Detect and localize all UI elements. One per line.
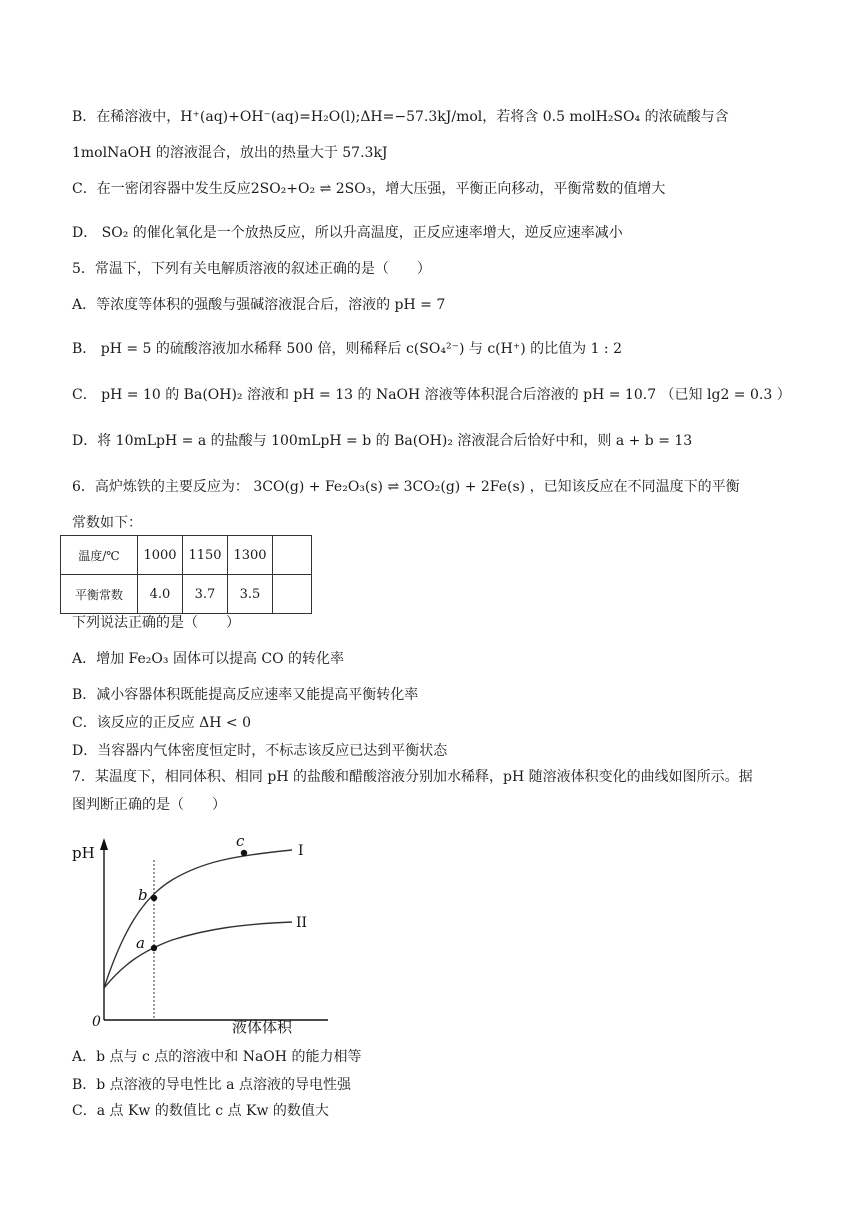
- curve-1: [104, 850, 292, 988]
- table-cell: 1300: [228, 536, 273, 575]
- q6-option-c: C．该反应的正反应 ΔH < 0: [72, 715, 252, 731]
- point-c-marker: [241, 850, 247, 856]
- option-c-suffix: ，增大压强，平衡正向移动，平衡常数的值增大: [371, 181, 666, 197]
- q7-option-c: C．a 点 Kw 的数值比 c 点 Kw 的数值大: [72, 1103, 329, 1119]
- table-row: [61, 575, 312, 614]
- question-6-prompt: 下列说法正确的是（ ）: [72, 615, 240, 631]
- question-6: 6．高炉炼铁的主要反应为： 3CO(g) + Fe₂O₃(s) ⇌ 3CO₂(g) + 2Fe(s) ，已知该反应在不同温度下的平衡: [72, 479, 740, 495]
- curve-1-label: I: [298, 843, 304, 859]
- x-axis-label: 液体体积: [232, 1018, 293, 1036]
- table-header-temperature: 温度/℃: [61, 536, 138, 575]
- table-cell: 4.0: [138, 575, 183, 614]
- table-cell: 3.5: [228, 575, 273, 614]
- q5-option-c: C． pH = 10 的 Ba(OH)₂ 溶液和 pH = 13 的 NaOH 溶液等体积混合后溶液的 pH = 10.7 （已知 lg2 = 0.3 ）: [72, 387, 791, 403]
- table-header-constant: 平衡常数: [61, 575, 138, 614]
- q6-option-d: D．当容器内气体密度恒定时，不标志该反应已达到平衡状态: [72, 743, 448, 759]
- question-7-cont: 图判断正确的是（ ）: [72, 797, 226, 813]
- option-b-line1: [72, 106, 729, 128]
- point-c-label: c: [236, 832, 245, 850]
- point-b-marker: [151, 895, 157, 901]
- table-cell: 1000: [138, 536, 183, 575]
- option-c: [72, 178, 665, 200]
- option-b-prefix: B．在稀溶液中，: [72, 109, 181, 125]
- question-7: 7．某温度下，相同体积、相同 pH 的盐酸和醋酸溶液分别加水稀释，pH 随溶液体积变化的曲线如图所示。据: [72, 769, 753, 785]
- table-cell: [273, 536, 312, 575]
- option-c-equation: 2SO₂+O₂ ⇌ 2SO₃: [250, 181, 372, 197]
- question-6-cont: 常数如下：: [72, 515, 142, 531]
- option-d: D． SO₂ 的催化氧化是一个放热反应，所以升高温度，正反应速率增大，逆反应速率减小: [72, 225, 623, 241]
- option-b-mid: ，若将含 0.5 molH₂SO₄ 的浓硫酸与含: [482, 109, 729, 125]
- point-a-marker: [151, 945, 157, 951]
- table-cell: [273, 575, 312, 614]
- q7-option-a: A．b 点与 c 点的溶液中和 NaOH 的能力相等: [72, 1049, 362, 1065]
- question-5: 5．常温下，下列有关电解质溶液的叙述正确的是（ ）: [72, 261, 431, 277]
- ph-dilution-figure: [62, 828, 332, 1040]
- option-b-equation: H⁺(aq)+OH⁻(aq)=H₂O(l);ΔH=−57.3kJ/mol: [180, 109, 483, 125]
- q5-option-d: D．将 10mLpH = a 的盐酸与 100mLpH = b 的 Ba(OH)₂ 溶液混合后恰好中和，则 a + b = 13: [72, 433, 693, 449]
- q6-option-b: B．减小容器体积既能提高反应速率又能提高平衡转化率: [72, 687, 419, 703]
- option-b-line2: 1molNaOH 的溶液混合，放出的热量大于 57.3kJ: [72, 145, 388, 161]
- curve-2-label: II: [296, 915, 308, 931]
- y-axis-label: pH: [72, 844, 95, 862]
- q7-option-b: B．b 点溶液的导电性比 a 点溶液的导电性强: [72, 1077, 351, 1093]
- q5-option-b: B． pH = 5 的硫酸溶液加水稀释 500 倍，则稀释后 c(SO₄²⁻) 与 c(H⁺) 的比值为 1 : 2: [72, 341, 623, 357]
- option-c-prefix: C．在一密闭容器中发生反应: [72, 181, 251, 197]
- q6-option-a: A．增加 Fe₂O₃ 固体可以提高 CO 的转化率: [72, 651, 345, 667]
- table-cell: 3.7: [183, 575, 228, 614]
- table-cell: 1150: [183, 536, 228, 575]
- point-b-label: b: [138, 886, 148, 904]
- origin-label: 0: [92, 1014, 101, 1030]
- table-row: [61, 536, 312, 575]
- y-axis-arrow: [100, 838, 108, 850]
- point-a-label: a: [136, 934, 145, 952]
- q5-option-a: A．等浓度等体积的强酸与强碱溶液混合后，溶液的 pH = 7: [72, 297, 446, 313]
- equilibrium-table: [60, 535, 312, 614]
- curve-2: [104, 922, 292, 988]
